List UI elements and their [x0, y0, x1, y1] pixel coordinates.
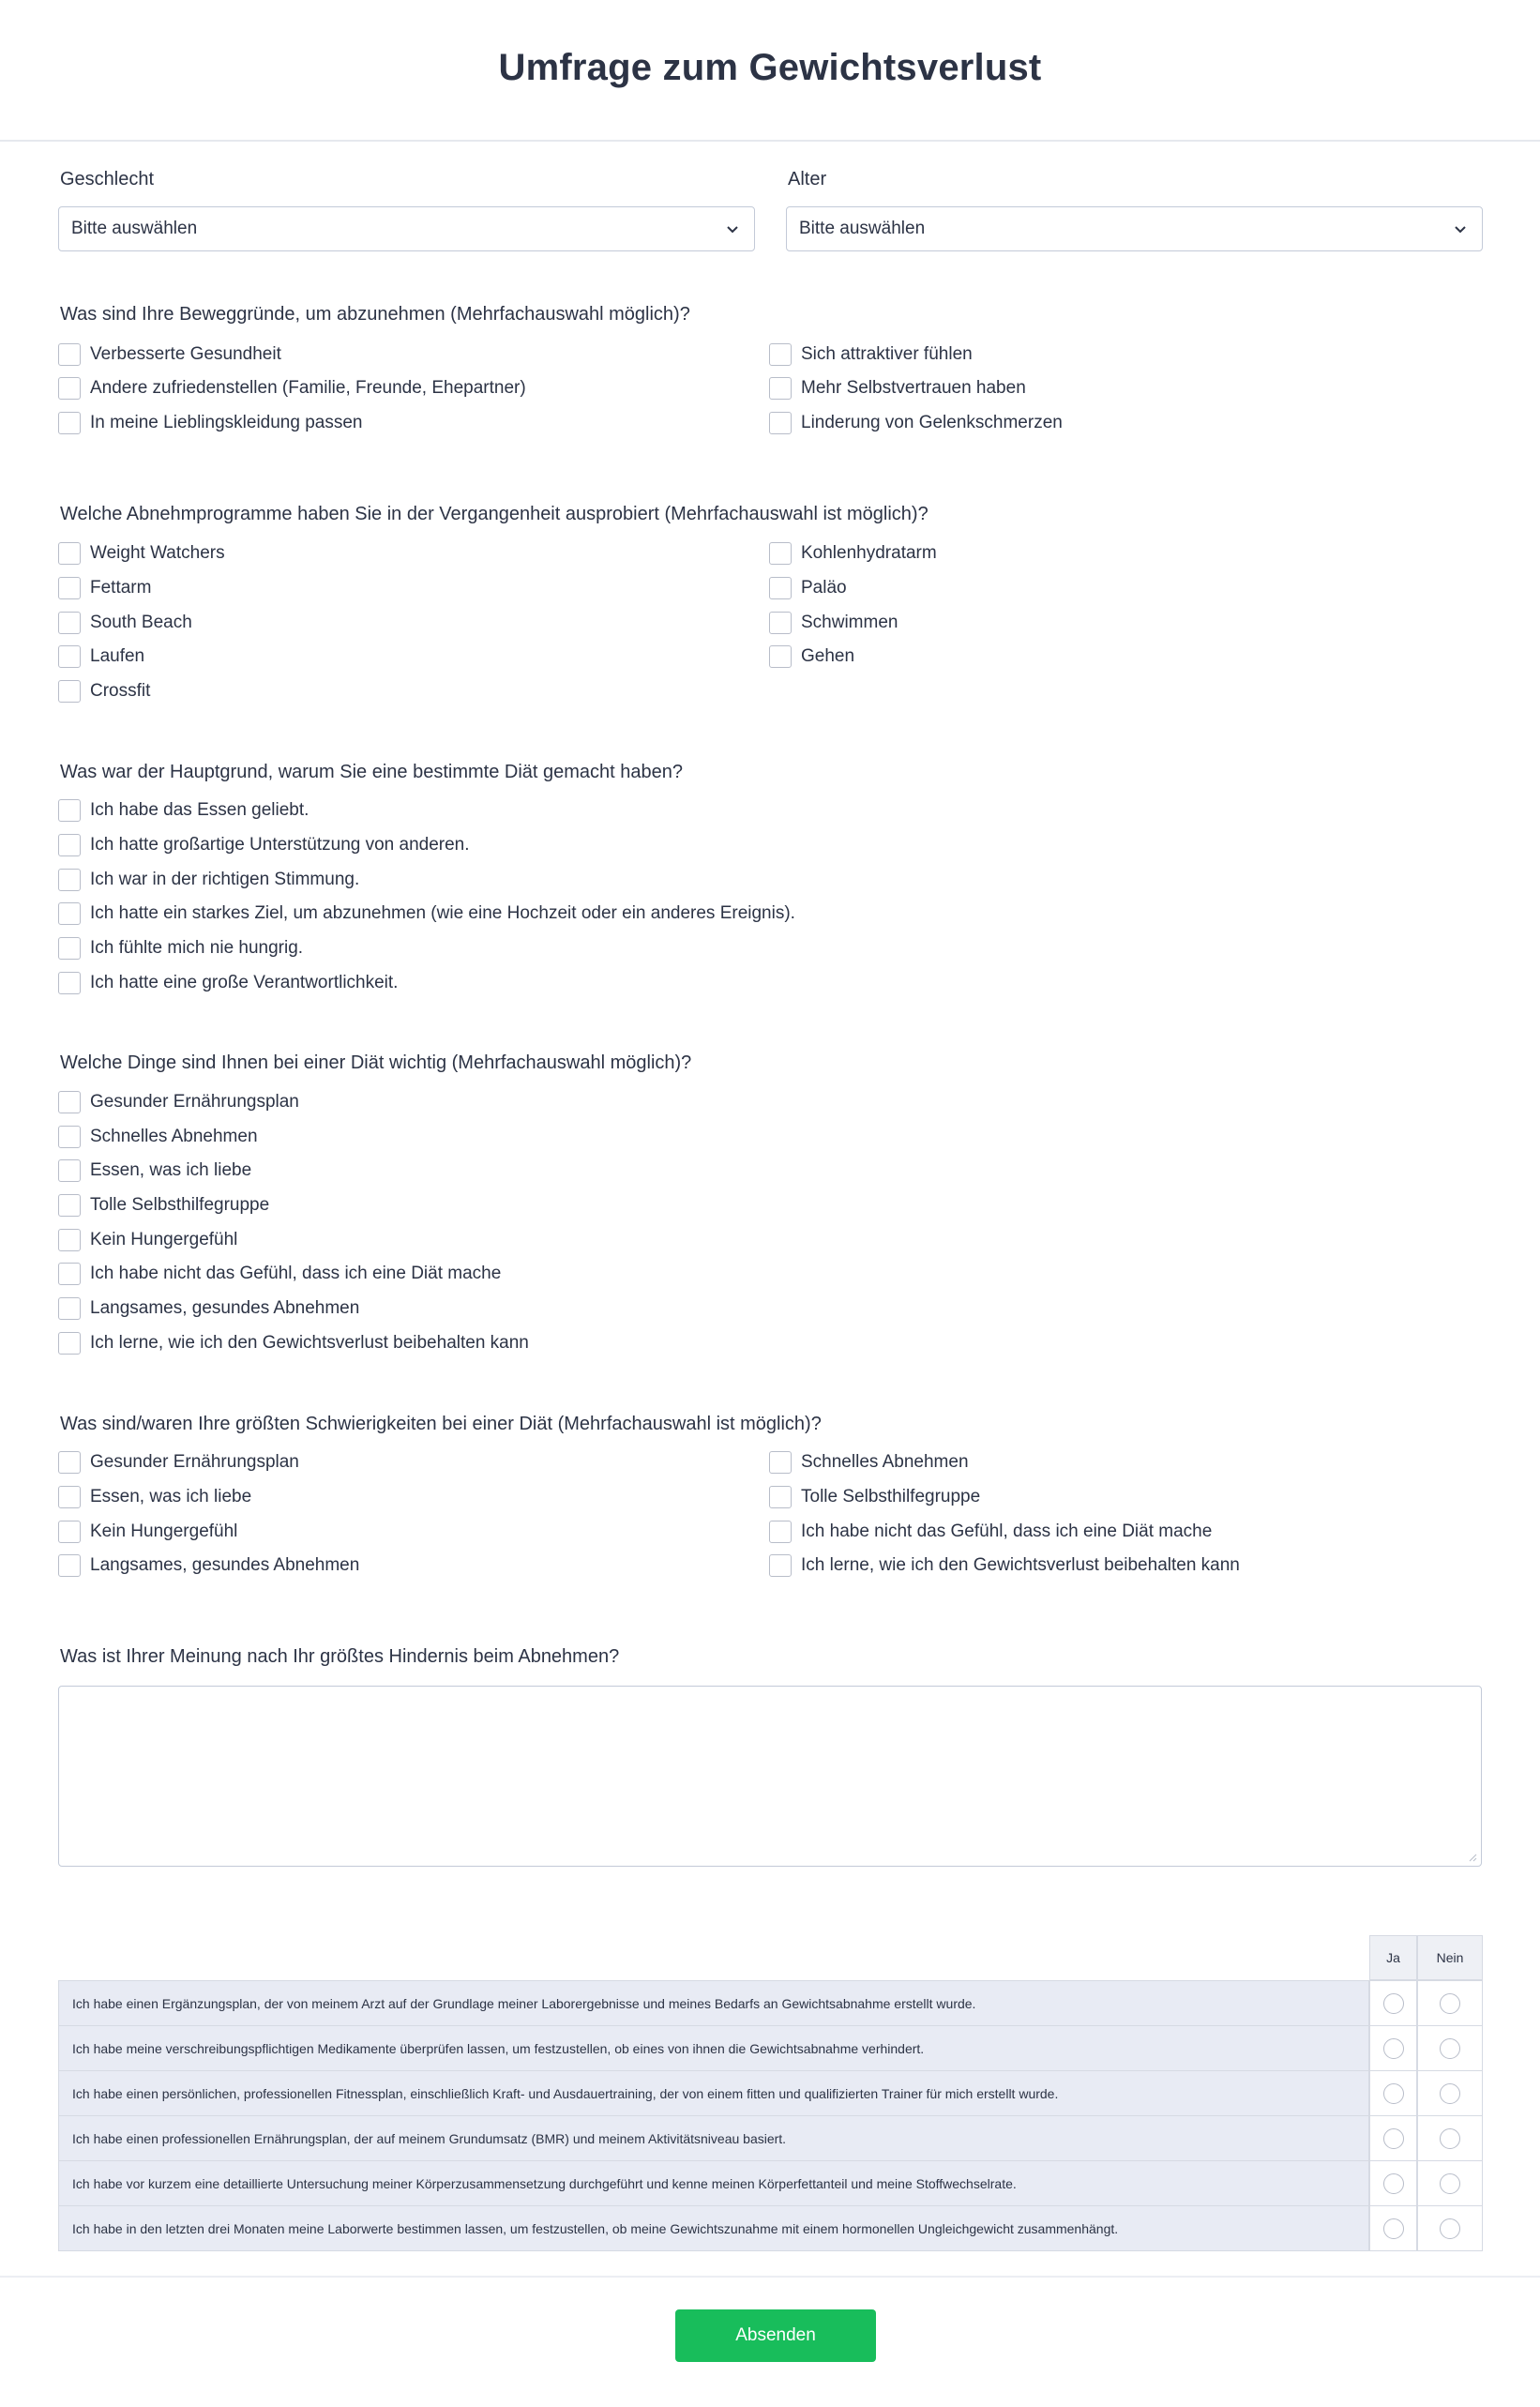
- radio-yes[interactable]: [1383, 2038, 1404, 2059]
- checkbox-label: Sich attraktiver fühlen: [801, 344, 973, 364]
- checkbox-label: Ich fühlte mich nie hungrig.: [90, 938, 304, 958]
- checkbox[interactable]: [58, 1332, 81, 1355]
- checkbox-option[interactable]: [58, 798, 309, 823]
- checkbox-label: Kein Hungergefühl: [90, 1230, 238, 1249]
- checkbox-label: Crossfit: [90, 681, 151, 701]
- checkbox-label: Kein Hungergefühl: [90, 1521, 238, 1541]
- checkbox-option[interactable]: [58, 901, 795, 926]
- age-select-value: Bitte auswählen: [799, 219, 926, 238]
- table-row: [58, 2070, 1483, 2115]
- checkbox-label: Ich hatte ein starkes Ziel, um abzunehmen (wie eine Hochzeit oder ein anderes Ereignis).: [90, 903, 795, 923]
- question-biggest-obstacle: Was ist Ihrer Meinung nach Ihr größtes Hindernis beim Abnehmen?: [60, 1646, 620, 1667]
- checkbox-label: Andere zufriedenstellen (Familie, Freunde, Ehepartner): [90, 378, 526, 398]
- checkbox[interactable]: [58, 1091, 81, 1113]
- checkbox-option[interactable]: [58, 611, 192, 635]
- checkbox[interactable]: [58, 1194, 81, 1217]
- checkbox-option[interactable]: [769, 411, 1063, 435]
- checkbox-option[interactable]: [769, 644, 854, 669]
- checkbox-label: Paläo: [801, 578, 847, 598]
- checkbox[interactable]: [58, 542, 81, 565]
- checkbox-label: Schnelles Abnehmen: [90, 1127, 258, 1146]
- checkbox[interactable]: [769, 1451, 792, 1474]
- table-row: [58, 2025, 1483, 2070]
- checkbox-option[interactable]: [58, 1228, 237, 1252]
- radio-no[interactable]: [1440, 2083, 1460, 2104]
- matrix-row-label: Ich habe meine verschreibungspflichtigen Medikamente überprüfen lassen, um festzustellen, ob eines von ihnen die Gewichtsabnahme verhindert.: [58, 2025, 1369, 2070]
- checkbox[interactable]: [769, 343, 792, 366]
- checkbox-label: Laufen: [90, 646, 145, 666]
- checkbox-option[interactable]: [769, 576, 847, 600]
- checkbox[interactable]: [58, 412, 81, 434]
- radio-no[interactable]: [1440, 2218, 1460, 2239]
- matrix-row-label: Ich habe einen persönlichen, professionellen Fitnessplan, einschließlich Kraft- und Ausdauertraining, der von einem fitten und qualifizierten Trainer für mich erstellt wurde.: [58, 2070, 1369, 2115]
- checkbox[interactable]: [58, 612, 81, 634]
- matrix-cell-yes[interactable]: [1369, 2160, 1417, 2205]
- checkbox-label: Ich habe nicht das Gefühl, dass ich eine Diät mache: [801, 1521, 1213, 1541]
- checkbox-option[interactable]: [58, 342, 281, 367]
- checkbox-label: Ich hatte großartige Unterstützung von anderen.: [90, 835, 470, 855]
- checkbox-option[interactable]: [58, 1193, 269, 1218]
- checkbox[interactable]: [58, 834, 81, 856]
- matrix-row-label: Ich habe einen professionellen Ernährungsplan, der auf meinem Grundumsatz (BMR) und meinem Aktivitätsniveau basiert.: [58, 2115, 1369, 2160]
- checkbox-label: Verbesserte Gesundheit: [90, 344, 281, 364]
- checkbox[interactable]: [769, 1486, 792, 1508]
- checkbox[interactable]: [58, 377, 81, 400]
- checkbox-option[interactable]: [58, 1485, 251, 1509]
- matrix-cell-yes[interactable]: [1369, 2025, 1417, 2070]
- table-row: [58, 2160, 1483, 2205]
- checkbox-label: Weight Watchers: [90, 543, 225, 563]
- checkbox-label: Ich habe nicht das Gefühl, dass ich eine Diät mache: [90, 1264, 502, 1283]
- chevron-down-icon: [724, 220, 741, 237]
- checkbox[interactable]: [58, 1521, 81, 1543]
- question-difficulties: Was sind/waren Ihre größten Schwierigkeiten bei einer Diät (Mehrfachauswahl ist möglich)?: [60, 1414, 822, 1434]
- checkbox-label: Schwimmen: [801, 613, 898, 632]
- checkbox-label: Langsames, gesundes Abnehmen: [90, 1298, 360, 1318]
- checkbox[interactable]: [58, 799, 81, 822]
- checkbox-label: Tolle Selbsthilfegruppe: [801, 1487, 981, 1506]
- checkbox-label: South Beach: [90, 613, 192, 632]
- checkbox-label: Gesunder Ernährungsplan: [90, 1452, 299, 1472]
- checkbox[interactable]: [769, 645, 792, 668]
- checkbox[interactable]: [769, 1554, 792, 1577]
- matrix-bottom-border: [58, 2250, 1483, 2251]
- checkbox[interactable]: [58, 680, 81, 703]
- checkbox[interactable]: [58, 1486, 81, 1508]
- checkbox-label: Langsames, gesundes Abnehmen: [90, 1555, 360, 1575]
- checkbox-option[interactable]: [769, 611, 898, 635]
- checkbox[interactable]: [769, 577, 792, 599]
- matrix-cell-yes[interactable]: [1369, 2205, 1417, 2250]
- checkbox-label: Essen, was ich liebe: [90, 1160, 252, 1180]
- gender-label: Geschlecht: [60, 169, 155, 189]
- checkbox-option[interactable]: [58, 576, 151, 600]
- checkbox-option[interactable]: [769, 1485, 980, 1509]
- checkbox[interactable]: [58, 937, 81, 960]
- matrix-header-yes: Ja: [1369, 1935, 1417, 1980]
- gender-select[interactable]: [58, 206, 755, 251]
- matrix-cell-yes[interactable]: [1369, 2115, 1417, 2160]
- matrix-row-label: Ich habe einen Ergänzungsplan, der von meinem Arzt auf der Grundlage meiner Laborergebnisse und meines Bedarfs an Gewichtsabnahme erstellt wurde.: [58, 1980, 1369, 2025]
- matrix-cell-yes[interactable]: [1369, 1980, 1417, 2025]
- table-row: [58, 1980, 1483, 2025]
- radio-no[interactable]: [1440, 2173, 1460, 2194]
- checkbox[interactable]: [769, 542, 792, 565]
- footer-divider: [0, 2276, 1540, 2278]
- matrix-row-label: Ich habe in den letzten drei Monaten meine Laborwerte bestimmen lassen, um festzustellen, ob meine Gewichtszunahme mit einem hormonellen Ungleichgewicht zusammenhängt.: [58, 2205, 1369, 2250]
- checkbox-option[interactable]: [58, 411, 362, 435]
- gender-select-value: Bitte auswählen: [71, 219, 198, 238]
- checkbox-label: Linderung von Gelenkschmerzen: [801, 413, 1063, 432]
- checkbox-option[interactable]: [58, 679, 150, 704]
- checkbox-option[interactable]: [58, 936, 303, 961]
- question-programs: Welche Abnehmprogramme haben Sie in der Vergangenheit ausprobiert (Mehrfachauswahl ist möglich)?: [60, 504, 929, 524]
- age-select[interactable]: [786, 206, 1483, 251]
- checkbox-option[interactable]: [58, 868, 359, 892]
- checkbox-label: Ich habe das Essen geliebt.: [90, 800, 310, 820]
- checkbox-label: Schnelles Abnehmen: [801, 1452, 969, 1472]
- checkbox-option[interactable]: [769, 541, 937, 566]
- checkbox[interactable]: [769, 612, 792, 634]
- matrix-cell-no[interactable]: [1417, 2070, 1483, 2115]
- form-title: Umfrage zum Gewichtsverlust: [498, 47, 1042, 88]
- resize-handle-icon[interactable]: [1468, 1853, 1477, 1862]
- checkbox[interactable]: [58, 1159, 81, 1182]
- checkbox[interactable]: [769, 412, 792, 434]
- question-main-reason: Was war der Hauptgrund, warum Sie eine bestimmte Diät gemacht haben?: [60, 762, 684, 782]
- question-motivation: Was sind Ihre Beweggründe, um abzunehmen (Mehrfachauswahl möglich)?: [60, 304, 690, 325]
- checkbox-option[interactable]: [58, 971, 398, 995]
- submit-button[interactable]: Absenden: [675, 2309, 876, 2362]
- checkbox[interactable]: [58, 343, 81, 366]
- checkbox-option[interactable]: [58, 1553, 359, 1578]
- matrix-header-no: Nein: [1417, 1935, 1483, 1980]
- checkbox-option[interactable]: [58, 833, 470, 857]
- checkbox[interactable]: [58, 902, 81, 925]
- checkbox-option[interactable]: [58, 1158, 251, 1183]
- checkbox[interactable]: [58, 1554, 81, 1577]
- checkbox[interactable]: [58, 645, 81, 668]
- checkbox-label: Ich lerne, wie ich den Gewichtsverlust beibehalten kann: [90, 1333, 529, 1353]
- checkbox-label: Tolle Selbsthilfegruppe: [90, 1195, 270, 1215]
- checkbox-option[interactable]: [58, 1125, 258, 1149]
- checkbox-option[interactable]: [58, 1090, 299, 1114]
- matrix-cell-no[interactable]: [1417, 1980, 1483, 2025]
- matrix-cell-no[interactable]: [1417, 2115, 1483, 2160]
- radio-yes[interactable]: [1383, 1993, 1404, 2014]
- table-row: [58, 2115, 1483, 2160]
- checkbox-label: Essen, was ich liebe: [90, 1487, 252, 1506]
- checkbox-option[interactable]: [769, 1553, 1240, 1578]
- table-row: [58, 2205, 1483, 2250]
- chevron-down-icon: [1452, 220, 1469, 237]
- radio-no[interactable]: [1440, 1993, 1460, 2014]
- checkbox-option[interactable]: [58, 376, 526, 401]
- checkbox-option[interactable]: [58, 1331, 529, 1355]
- age-label: Alter: [788, 169, 827, 189]
- checkbox-option[interactable]: [58, 1262, 501, 1286]
- checkbox[interactable]: [769, 377, 792, 400]
- checkbox-option[interactable]: [58, 1520, 237, 1544]
- checkbox-label: Gehen: [801, 646, 855, 666]
- checkbox-option[interactable]: [58, 644, 144, 669]
- checkbox-label: Ich hatte eine große Verantwortlichkeit.: [90, 973, 399, 992]
- obstacle-textarea[interactable]: [58, 1686, 1482, 1867]
- matrix-cell-no[interactable]: [1417, 2160, 1483, 2205]
- checkbox[interactable]: [58, 1263, 81, 1285]
- checkbox[interactable]: [769, 1521, 792, 1543]
- checkbox-label: In meine Lieblingskleidung passen: [90, 413, 363, 432]
- checkbox-label: Gesunder Ernährungsplan: [90, 1092, 299, 1112]
- checkbox[interactable]: [58, 1451, 81, 1474]
- checkbox-option[interactable]: [58, 1450, 299, 1475]
- checkbox[interactable]: [58, 972, 81, 994]
- radio-yes[interactable]: [1383, 2083, 1404, 2104]
- form-header: [0, 0, 1540, 142]
- radio-no[interactable]: [1440, 2038, 1460, 2059]
- checkbox[interactable]: [58, 1297, 81, 1320]
- checkbox[interactable]: [58, 869, 81, 891]
- checkbox-label: Fettarm: [90, 578, 152, 598]
- checkbox-label: Ich lerne, wie ich den Gewichtsverlust beibehalten kann: [801, 1555, 1240, 1575]
- checkbox[interactable]: [58, 577, 81, 599]
- checkbox-option[interactable]: [58, 1296, 359, 1321]
- matrix-cell-yes[interactable]: [1369, 2070, 1417, 2115]
- matrix-cell-no[interactable]: [1417, 2205, 1483, 2250]
- checkbox-label: Kohlenhydratarm: [801, 543, 937, 563]
- radio-no[interactable]: [1440, 2128, 1460, 2149]
- radio-yes[interactable]: [1383, 2218, 1404, 2239]
- checkbox[interactable]: [58, 1126, 81, 1148]
- checkbox-option[interactable]: [769, 342, 973, 367]
- matrix-cell-no[interactable]: [1417, 2025, 1483, 2070]
- checkbox-option[interactable]: [769, 376, 1026, 401]
- matrix-row-label: Ich habe vor kurzem eine detaillierte Untersuchung meiner Körperzusammensetzung durchgeführt und kenne meinen Körperfettanteil und meine Stoffwechselrate.: [58, 2160, 1369, 2205]
- checkbox-option[interactable]: [769, 1450, 969, 1475]
- radio-yes[interactable]: [1383, 2173, 1404, 2194]
- checkbox-option[interactable]: [58, 541, 225, 566]
- checkbox[interactable]: [58, 1229, 81, 1251]
- radio-yes[interactable]: [1383, 2128, 1404, 2149]
- question-important-things: Welche Dinge sind Ihnen bei einer Diät wichtig (Mehrfachauswahl möglich)?: [60, 1052, 692, 1073]
- checkbox-label: Mehr Selbstvertrauen haben: [801, 378, 1026, 398]
- checkbox-label: Ich war in der richtigen Stimmung.: [90, 870, 360, 889]
- checkbox-option[interactable]: [769, 1520, 1212, 1544]
